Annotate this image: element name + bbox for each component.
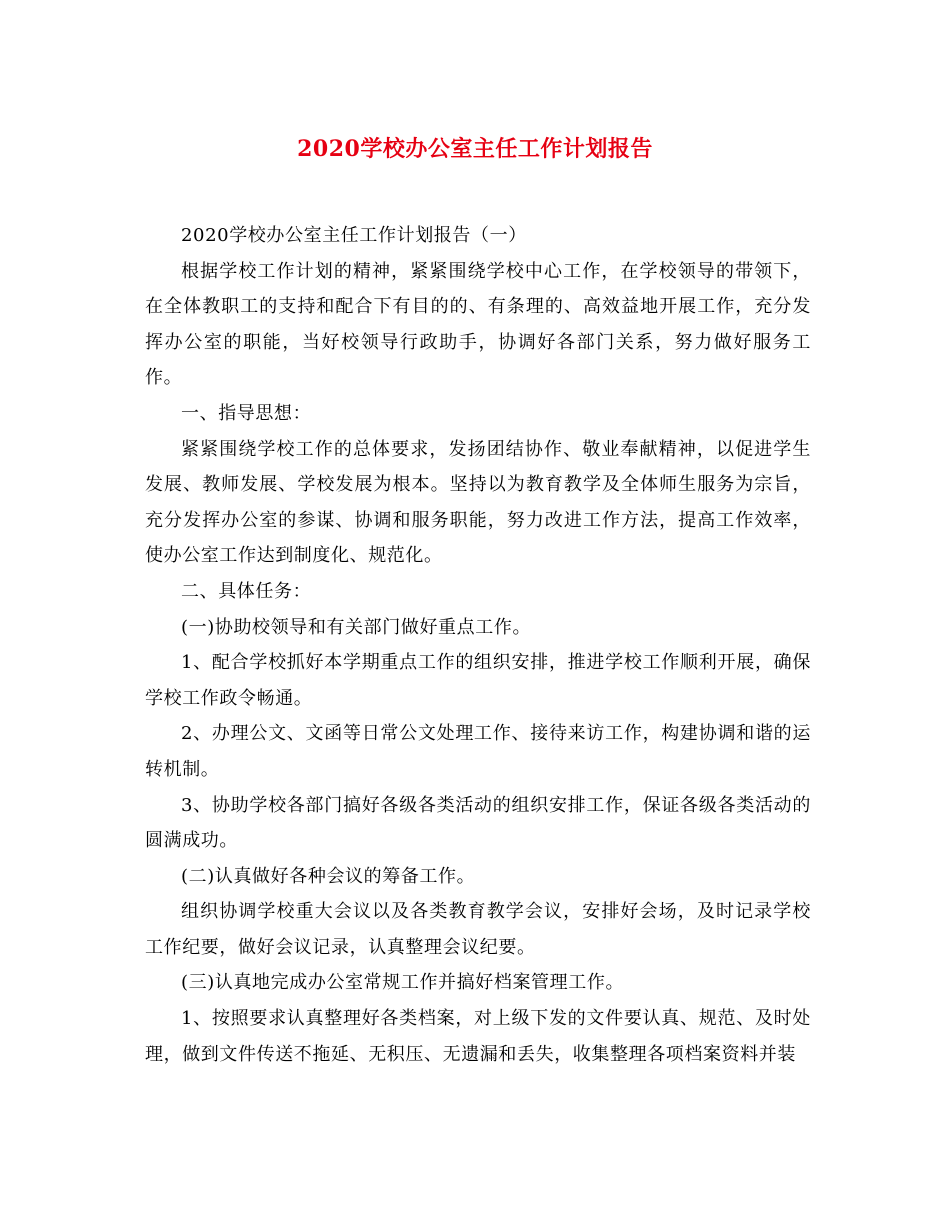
- paragraph-guiding-thought: 紧紧围绕学校工作的总体要求，发扬团结协作、敬业奉献精神，以促进学生发展、教师发展、学校发展为根本。坚持以为教育教学及全体师生服务为宗旨，充分发挥办公室的参谋、协调和服务职能，努力改进工作方法，提高工作效率，使办公室工作达到制度化、规范化。: [145, 438, 811, 567]
- section-heading-specific-tasks: 二、具体任务：: [181, 580, 312, 602]
- paragraph-item-1-3: 3、协助学校各部门搞好各级各类活动的组织安排工作，保证各级各类活动的圆满成功。: [145, 794, 811, 852]
- section-heading-guiding-thought: 一、指导思想：: [181, 402, 312, 424]
- document-body: [145, 218, 811, 1072]
- subsection-heading-1: (一)协助校领导和有关部门做好重点工作。: [181, 616, 532, 638]
- paragraph-item-1-1: 1、配合学校抓好本学期重点工作的组织安排，推进学校工作顺利开展，确保学校工作政令畅通。: [145, 652, 811, 709]
- paragraph-meetings: 组织协调学校重大会议以及各类教育教学会议，安排好会场，及时记录学校工作纪要，做好会议记录，认真整理会议纪要。: [145, 901, 811, 958]
- document-title: 2020学校办公室主任工作计划报告: [297, 136, 653, 162]
- subsection-heading-3: (三)认真地完成办公室常规工作并搞好档案管理工作。: [181, 972, 625, 994]
- paragraph-item-3-1: 1、按照要求认真整理好各类档案，对上级下发的文件要认真、规范、及时处理，做到文件传送不拖延、无积压、无遗漏和丢失，收集整理各项档案资料并装: [145, 1008, 811, 1065]
- paragraph-subtitle: 2020学校办公室主任工作计划报告（一）: [181, 225, 527, 246]
- paragraph-item-1-2: 2、办理公文、文函等日常公文处理工作、接待来访工作，构建协调和谐的运转机制。: [145, 723, 811, 780]
- subsection-heading-2: (二)认真做好各种会议的筹备工作。: [181, 865, 476, 887]
- paragraph-intro: 根据学校工作计划的精神，紧紧围绕学校中心工作，在学校领导的带领下，在全体教职工的支持和配合下有目的的、有条理的、高效益地开展工作，充分发挥办公室的职能，当好校领导行政助手，协调好各部门关系，努力做好服务工作。: [145, 260, 811, 389]
